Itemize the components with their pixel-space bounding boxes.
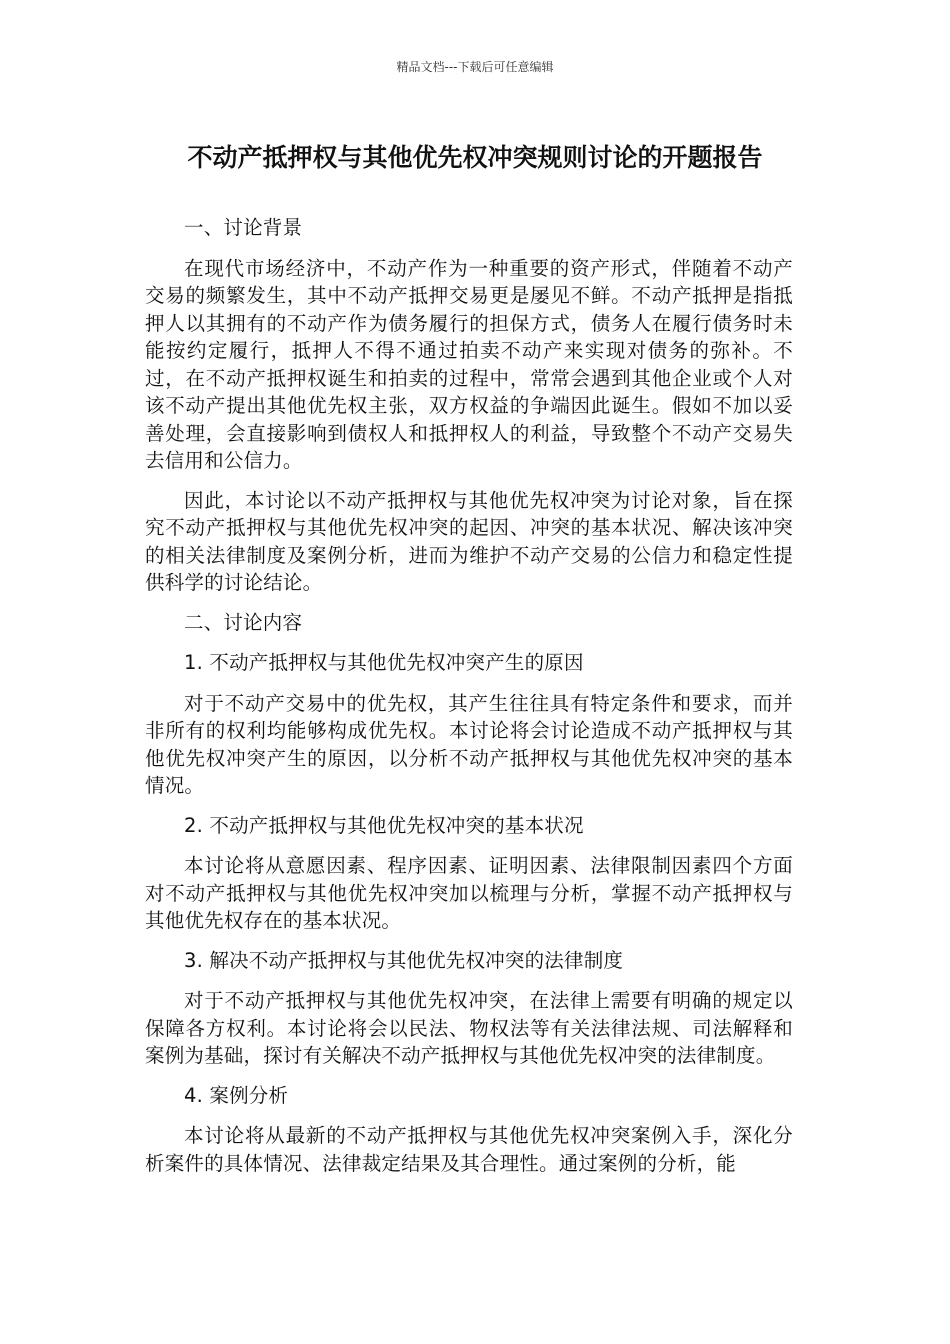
subheading-case-analysis: 4. 案例分析	[184, 1083, 289, 1107]
document-title: 不动产抵押权与其他优先权冲突规则讨论的开题报告	[187, 143, 763, 172]
subheading-causes: 1. 不动产抵押权与其他优先权冲突产生的原因	[184, 651, 584, 674]
header-note: 精品文档---下载后可任意编辑	[396, 60, 554, 74]
paragraph-causes: 对于不动产交易中的优先权，其产生往往具有特定条件和要求，而并非所有的权利均能够构成优先权。本讨论将会讨论造成不动产抵押权与其他优先权冲突产生的原因，以分析不动产抵押权与其他优先权冲突的基本情况。	[145, 691, 793, 797]
section-heading-content: 二、讨论内容	[184, 610, 303, 634]
subheading-basic-status: 2. 不动产抵押权与其他优先权冲突的基本状况	[184, 813, 584, 837]
paragraph-background-1: 在现代市场经济中，不动产作为一种重要的资产形式，伴随着不动产交易的频繁发生，其中不动产抵押交易更是屡见不鲜。不动产抵押是指抵押人以其拥有的不动产作为债务履行的担保方式，债务人在履行债务时未能按约定履行，抵押人不得不通过拍卖不动产来实现对债务的弥补。不过，在不动产抵押权诞生和拍卖的过程中，常常会遇到其他企业或个人对该不动产提出其他优先权主张，双方权益的争端因此诞生。假如不加以妥善处理，会直接影响到债权人和抵押权人的利益，导致整个不动产交易失去信用和公信力。	[145, 256, 793, 472]
paragraph-background-2: 因此，本讨论以不动产抵押权与其他优先权冲突为讨论对象，旨在探究不动产抵押权与其他优先权冲突的起因、冲突的基本状况、解决该冲突的相关法律制度及案例分析，进而为维护不动产交易的公信力和稳定性提供科学的讨论结论。	[145, 488, 793, 594]
paragraph-basic-status: 本讨论将从意愿因素、程序因素、证明因素、法律限制因素四个方面对不动产抵押权与其他优先权冲突加以梳理与分析，掌握不动产抵押权与其他优先权存在的基本状况。	[145, 854, 793, 932]
paragraph-case-analysis: 本讨论将从最新的不动产抵押权与其他优先权冲突案例入手，深化分析案件的具体情况、法律裁定结果及其合理性。通过案例的分析，能	[145, 1124, 793, 1175]
paragraph-legal-system: 对于不动产抵押权与其他优先权冲突，在法律上需要有明确的规定以保障各方权利。本讨论将会以民法、物权法等有关法律法规、司法解释和案例为基础，探讨有关解决不动产抵押权与其他优先权冲突的法律制度。	[145, 989, 793, 1067]
section-heading-background: 一、讨论背景	[184, 216, 303, 239]
subheading-legal-system: 3. 解决不动产抵押权与其他优先权冲突的法律制度	[184, 948, 624, 972]
document-body	[145, 214, 793, 1189]
